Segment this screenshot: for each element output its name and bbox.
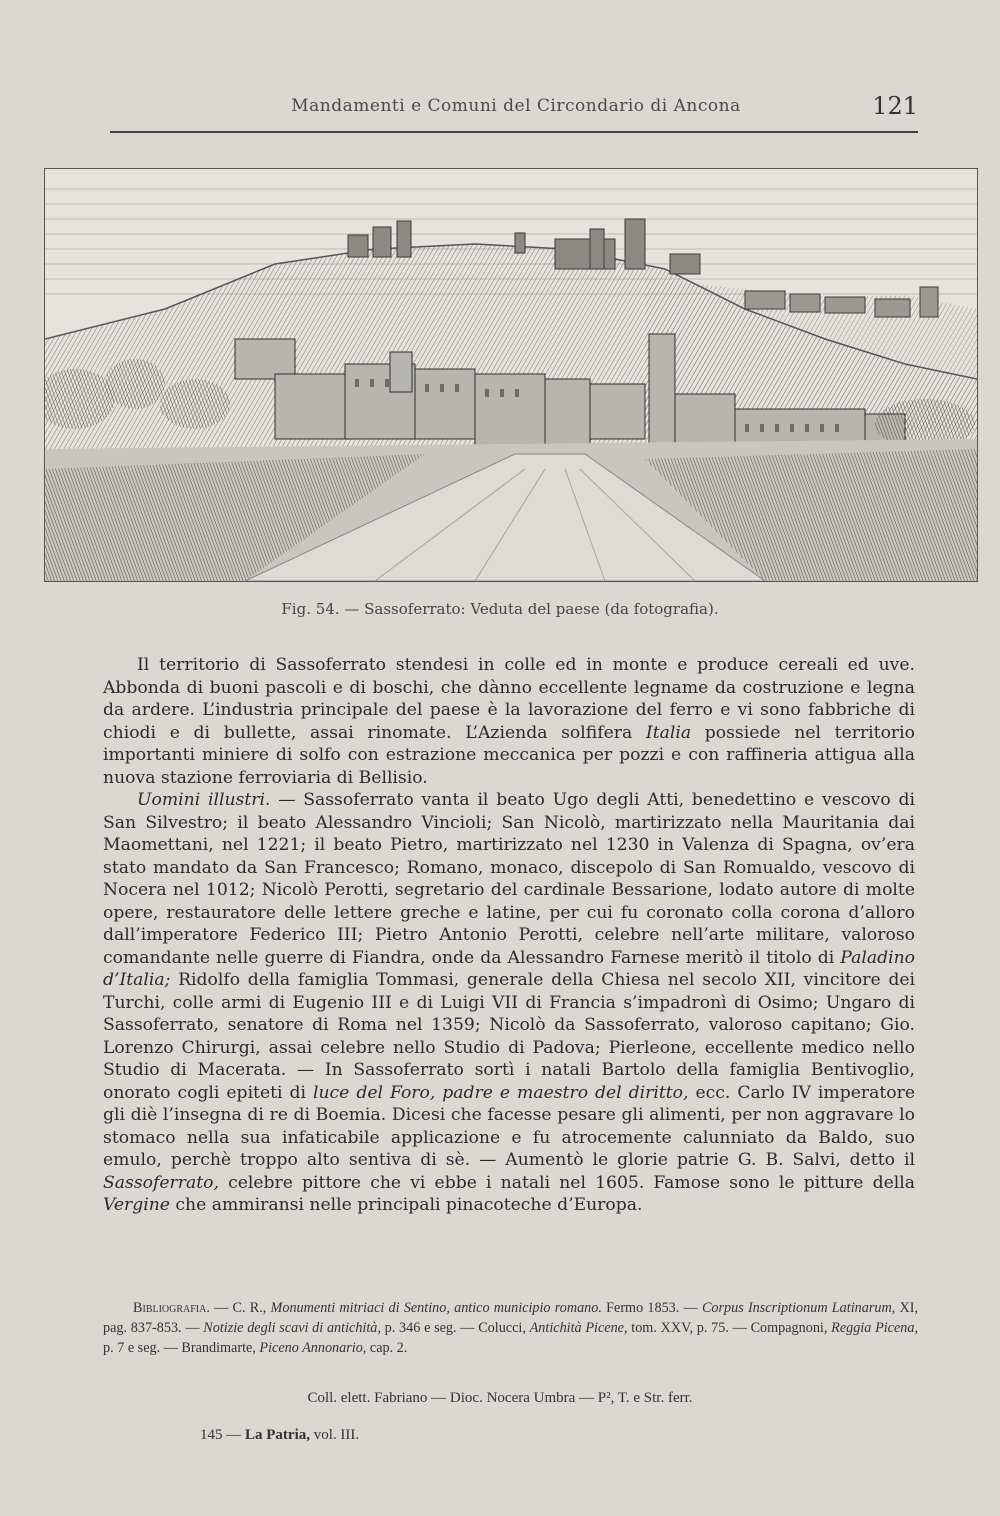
body-text xyxy=(103,654,915,1217)
bibliography: Bibliografia. — C. R., Monumenti mitriaci di Sentino, antico municipio romano. Fermo 1853. — Corpus Inscriptionum Latinarum, XI, pag. 837-853. — Notizie degli scavi di antichità, p. 346 e seg. — Colucci, Antichità Picene, tom. XXV, p. 75. — Compagnoni, Reggia Picena, p. 7 e seg. — Brandimarte, Piceno Annonario, cap. 2. xyxy=(103,1300,919,1356)
town-view-engraving xyxy=(45,169,977,581)
series-title: La Patria, xyxy=(245,1427,310,1443)
page-number: 121 xyxy=(872,92,918,120)
paragraph-illustrious-men: Uomini illustri. — Sassoferrato vanta il beato Ugo degli Atti, benedettino e vescovo di San Silvestro; il beato Alessandro Vincioli; San Nicolò, martirizzato nella Mauritania dai Maomettani, nel 1221; il beato Pietro, martirizzato nel 1230 in Valenza di Spagna, ov’era stato mandato da San Francesco; Romano, monaco, discepolo di San Romualdo, vescovo di Nocera nel 1012; Nicolò Perotti, segretario del cardinale Bessarione, lodato autore di molte opere, restauratore delle lettere greche e latine, per cui fu coronato colla corona d’alloro dall’imperatore Federico III; Pietro Antonio Perotti, celebre nell’arte militare, valoroso comandante nelle guerre di Fiandra, onde da Alessandro Farnese meritò il titolo di Paladino d’Italia; Ridolfo della famiglia Tommasi, generale della Chiesa nel secolo XII, vincitore dei Turchi, colle armi di Eugenio III e di Luigi VII di Francia s’impadronì di Osimo; Ungaro di Sassoferrato, senatore di Roma nel 1359; Nicolò da Sassoferrato, valoroso capitano; Gio. Lorenzo Chirurgi, assai celebre nello Studio di Padova; Pierleone, eccellente medico nello Studio di Macerata. — In Sassoferrato sortì i natali Bartolo della famiglia Bentivoglio, onorato cogli epiteti di luce del Foro, padre e maestro del diritto, ecc. Carlo IV imperatore gli diè l’insegna di re di Boemia. Dicesi che facesse pesare gli alimenti, per non aggravare lo stomaco nella sua infaticabile applicazione e fu atrocemente calunniato da Baldo, suo emulo, perchè troppo alto sentiva di sè. — Aumentò le glorie patrie G. B. Salvi, detto il Sassoferrato, celebre pittore che vi ebbe i natali nel 1605. Famose sono le pitture della Vergine che ammiransi nelle principali pinacoteche d’Europa. xyxy=(103,790,916,1215)
electoral-college-line: Coll. elett. Fabriano — Dioc. Nocera Umbra — P², T. e Str. ferr. xyxy=(307,1390,693,1406)
volume-label: vol. III. xyxy=(313,1427,360,1443)
paragraph-territory: Il territorio di Sassoferrato stendesi in colle ed in monte e produce cereali ed uve. Abbonda di buoni pascoli e di boschi, che dànno eccellente legname da costruzione e legna da ardere. L’industria principale del paese è la lavorazione del ferro e vi sono fabbriche di chiodi e di bullette, assai rinomate. L’Azienda solfifera Italia possiede nel territorio importanti miniere di solfo con estrazione meccanica per pozzi e con raffineria attigua alla nuova stazione ferroviaria di Bellisio. xyxy=(103,655,915,788)
running-head-title: Mandamenti e Comuni del Circondario di Ancona xyxy=(291,96,741,116)
bibliography-label: Bibliografia. xyxy=(133,1300,210,1316)
running-head xyxy=(110,92,922,126)
signature-footer xyxy=(200,1427,359,1444)
engraving-illustration xyxy=(44,168,978,582)
sheet-number: 145 — xyxy=(200,1427,242,1443)
header-rule xyxy=(110,131,918,133)
figure-caption: Fig. 54. — Sassoferrato: Veduta del paese (da fotografia). xyxy=(281,600,719,618)
